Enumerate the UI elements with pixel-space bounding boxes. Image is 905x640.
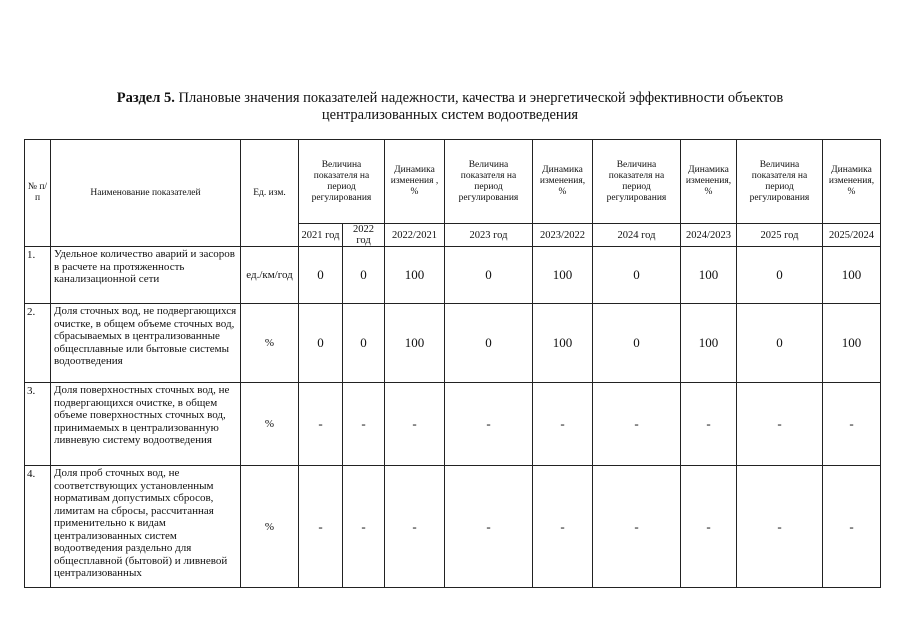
indicators-table <box>24 139 881 588</box>
col-value-2021-2022-header: Величина показателя на период регулирования <box>299 140 385 224</box>
value-cell: 0 <box>299 304 343 383</box>
section-title-line1: Плановые значения показателей надежности, качества и энергетической эффективности объектов <box>178 90 784 106</box>
section-number: Раздел 5. <box>116 90 175 106</box>
indicator-name: Доля поверхностных сточных вод, не подвергающихся очистке, в общем объеме поверхностных сточных вод, принимаемых в централизованную ливневую систему водоотведения <box>51 383 241 466</box>
indicator-unit: % <box>241 383 299 466</box>
table-row <box>25 466 881 588</box>
indicator-unit: ед./км/год <box>241 247 299 304</box>
value-cell: 100 <box>823 304 881 383</box>
value-cell: - <box>737 383 823 466</box>
col-dyn-2025-header: Динамика изменения, % <box>823 140 881 224</box>
row-number: 4. <box>25 466 51 588</box>
ratio-2025-2024: 2025/2024 <box>823 224 881 247</box>
table-row <box>25 383 881 466</box>
year-2022: 2022 год <box>343 224 385 247</box>
value-cell: - <box>681 466 737 588</box>
value-cell: - <box>823 383 881 466</box>
value-cell: 100 <box>681 247 737 304</box>
value-cell: 0 <box>343 304 385 383</box>
value-cell: - <box>533 383 593 466</box>
ratio-2023-2022: 2023/2022 <box>533 224 593 247</box>
col-dyn-2022-header: Динамика изменения , % <box>385 140 445 224</box>
value-cell: 0 <box>593 247 681 304</box>
col-unit-header: Ед. изм. <box>241 140 299 247</box>
indicator-name: Доля проб сточных вод, не соответствующих установленным нормативам допустимых сбросов, лимитам на сбросы, рассчитанная применительно к видам централизованных систем водоотведения раздельно для общесплавной (бытовой) и ливневой централизованных <box>51 466 241 588</box>
col-value-2024-header: Величина показателя на период регулирования <box>593 140 681 224</box>
table-row <box>25 247 881 304</box>
value-cell: 100 <box>533 247 593 304</box>
value-cell: 0 <box>299 247 343 304</box>
value-cell: - <box>343 383 385 466</box>
value-cell: - <box>737 466 823 588</box>
section-title <box>90 90 810 124</box>
indicator-unit: % <box>241 466 299 588</box>
col-value-2025-header: Величина показателя на период регулирования <box>737 140 823 224</box>
col-name-header: Наименование показателей <box>51 140 241 247</box>
row-number: 1. <box>25 247 51 304</box>
value-cell: 0 <box>445 304 533 383</box>
value-cell: 0 <box>593 304 681 383</box>
value-cell: 100 <box>385 304 445 383</box>
row-number: 3. <box>25 383 51 466</box>
row-number: 2. <box>25 304 51 383</box>
year-2021: 2021 год <box>299 224 343 247</box>
value-cell: - <box>681 383 737 466</box>
value-cell: 100 <box>681 304 737 383</box>
value-cell: - <box>445 466 533 588</box>
value-cell: - <box>385 466 445 588</box>
value-cell: 0 <box>343 247 385 304</box>
indicator-unit: % <box>241 304 299 383</box>
value-cell: - <box>593 466 681 588</box>
col-dyn-2023-header: Динамика изменения, % <box>533 140 593 224</box>
value-cell: 100 <box>823 247 881 304</box>
value-cell: 0 <box>445 247 533 304</box>
value-cell: - <box>533 466 593 588</box>
year-2025: 2025 год <box>737 224 823 247</box>
value-cell: - <box>823 466 881 588</box>
value-cell: - <box>299 466 343 588</box>
indicator-name: Удельное количество аварий и засоров в расчете на протяженность канализационной сети <box>51 247 241 304</box>
year-2023: 2023 год <box>445 224 533 247</box>
indicator-name: Доля сточных вод, не подвергающихся очистке, в общем объеме сточных вод, сбрасываемых в централизованные общесплавные или бытовые системы водоотведения <box>51 304 241 383</box>
section-title-line2: централизованных систем водоотведения <box>321 107 579 123</box>
col-num-header: № п/п <box>25 140 51 247</box>
ratio-2024-2023: 2024/2023 <box>681 224 737 247</box>
value-cell: - <box>299 383 343 466</box>
value-cell: - <box>343 466 385 588</box>
ratio-2022-2021: 2022/2021 <box>385 224 445 247</box>
year-2024: 2024 год <box>593 224 681 247</box>
col-value-2023-header: Величина показателя на период регулирования <box>445 140 533 224</box>
value-cell: 0 <box>737 247 823 304</box>
value-cell: - <box>593 383 681 466</box>
value-cell: 100 <box>385 247 445 304</box>
header-row <box>25 140 881 224</box>
value-cell: - <box>445 383 533 466</box>
value-cell: - <box>385 383 445 466</box>
value-cell: 0 <box>737 304 823 383</box>
table-row <box>25 304 881 383</box>
col-dyn-2024-header: Динамика изменения, % <box>681 140 737 224</box>
value-cell: 100 <box>533 304 593 383</box>
